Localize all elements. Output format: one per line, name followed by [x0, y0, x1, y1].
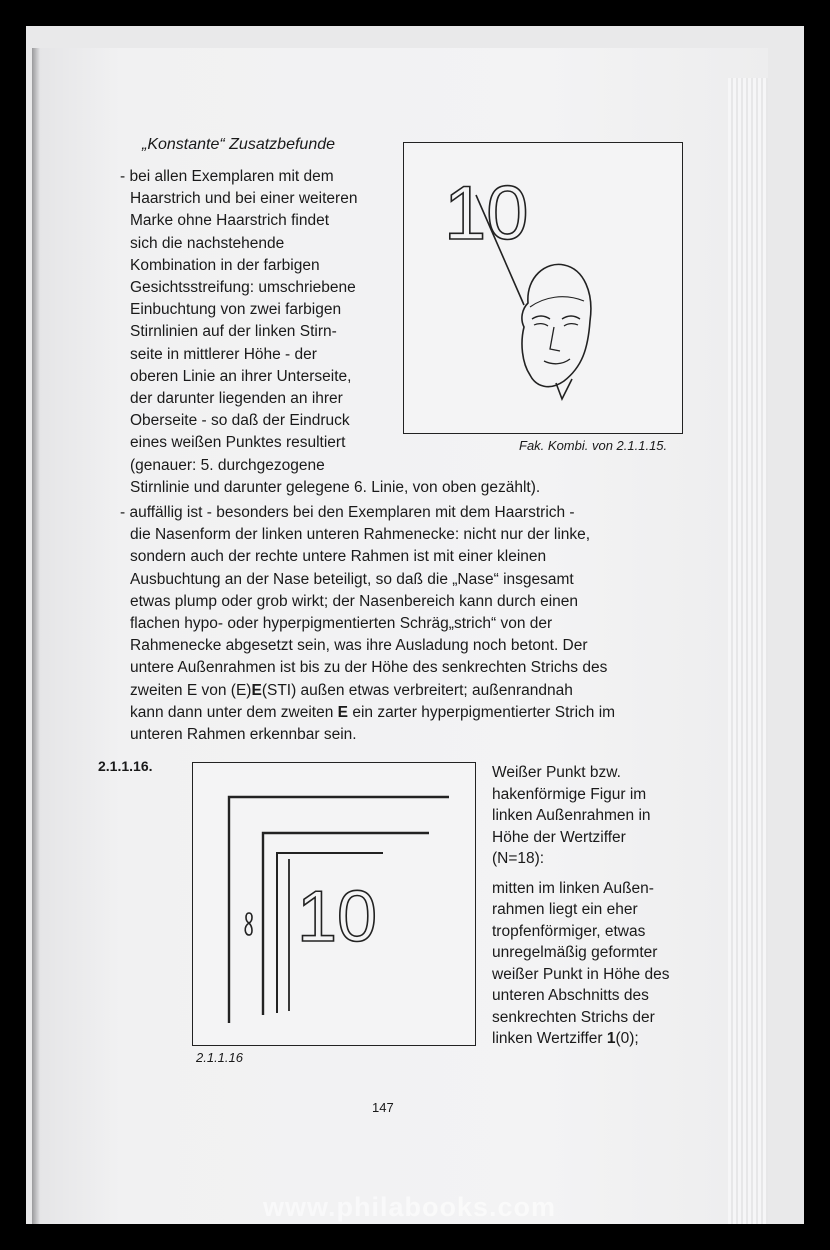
neck-line [556, 379, 572, 399]
figure-2-caption: 2.1.1.16 [196, 1050, 243, 1065]
figure-face-illustration [403, 142, 683, 434]
page-number: 147 [372, 1100, 394, 1115]
body-line: rahmen liegt ein eher [492, 901, 638, 918]
p1-line: Marke ohne Haarstrich findet [130, 212, 330, 230]
book-photo [26, 26, 804, 1224]
forehead-line [530, 297, 584, 307]
p2-line: sondern auch der rechte untere Rahmen ist mit einer kleinen [130, 548, 547, 566]
white-dot-figure [245, 913, 252, 935]
figure-frame-illustration [192, 762, 476, 1046]
p2-line: etwas plump oder grob wirkt; der Nasenbereich kann durch einen [130, 592, 579, 610]
p1-line: der darunter liegenden an ihrer [130, 390, 343, 408]
page-edges [728, 78, 768, 1224]
p2-bold-letter: E [251, 681, 262, 699]
p1-line: eines weißen Punktes resultiert [130, 434, 346, 452]
body-line: unteren Abschnitts des [492, 987, 649, 1004]
page-gutter-shadow [32, 48, 40, 1224]
mouth [544, 359, 570, 364]
p1-line: oberen Linie an ihrer Unterseite, [130, 367, 352, 385]
body-line: mitten im linken Außen- [492, 879, 654, 897]
p2-text: ein zarter hyperpigmentierter Strich im [348, 703, 616, 721]
p2-bold-letter: E [337, 703, 349, 721]
p2-text: kann dann unter dem zweiten [130, 703, 338, 721]
body-line: weißer Punkt in Höhe des [492, 965, 670, 983]
body-line: tropfenförmiger, etwas [492, 922, 646, 940]
body-text: linken Wertziffer [492, 1030, 607, 1047]
bullet-dash: - [120, 168, 126, 185]
value-numeral: 10 [444, 171, 529, 256]
section-heading: „Konstante“ Zusatzbefunde [142, 136, 336, 153]
body-bold-digit: 1 [606, 1030, 616, 1047]
title-line: Weißer Punkt bzw. [492, 764, 621, 781]
p2-line: untere Außenrahmen ist bis zu der Höhe des senkrechten Strichs des [130, 659, 608, 677]
section-description [492, 762, 688, 1050]
head-outline [522, 264, 591, 386]
body-line: senkrechten Strichs der [492, 1008, 655, 1026]
nose [550, 327, 560, 351]
watermark-text: www.philabooks.com [263, 1192, 557, 1222]
title-line: hakenförmige Figur im [492, 785, 647, 803]
frame-drawing [193, 763, 475, 1045]
value-numeral: 10 [297, 877, 378, 957]
p1-line: (genauer: 5. durchgezogene [130, 456, 325, 474]
bullet-dash: - [120, 504, 126, 521]
title-line: linken Außenrahmen in [492, 807, 651, 824]
eyelids [534, 324, 578, 326]
p1-line: Gesichtsstreifung: umschriebene [130, 279, 356, 297]
p2-line: Rahmenecke abgesetzt sein, was ihre Ausladung noch betont. Der [130, 637, 588, 655]
p2-line: Ausbuchtung an der Nase beteiligt, so daß die „Nase“ insgesamt [130, 570, 574, 588]
p1-line: Kombination in der farbigen [130, 256, 320, 274]
p1-line: Stirnlinie und darunter gelegene 6. Linie, von oben gezählt). [130, 478, 541, 496]
p2-text: (STI) außen etwas verbreitert; außenrandnah [261, 681, 573, 699]
paragraph-2 [120, 502, 700, 746]
p2-line: flachen hypo- oder hyperpigmentierten Schräg„strich“ von der [130, 615, 553, 633]
p2-line: auffällig ist - besonders bei den Exemplaren mit dem Haarstrich - [129, 504, 575, 521]
title-line: (N=18): [492, 850, 545, 867]
p1-line: Stirnlinien auf der linken Stirn- [130, 323, 337, 341]
p1-line: sich die nachstehende [130, 234, 285, 252]
p1-line: bei allen Exemplaren mit dem [129, 168, 334, 185]
body-line: unregelmäßig geformter [492, 944, 658, 961]
p2-text: zweiten E von (E) [130, 681, 252, 699]
body-line [492, 1028, 688, 1050]
p2-line [130, 680, 700, 702]
p1-line: Oberseite - so daß der Eindruck [130, 412, 350, 430]
eyes [532, 316, 580, 319]
p1-line: Haarstrich und bei einer weiteren [130, 190, 358, 208]
p1-line: Einbuchtung von zwei farbigen [130, 301, 342, 319]
p1-line: seite in mittlerer Höhe - der [130, 345, 317, 363]
section-number: 2.1.1.16. [98, 758, 153, 774]
p2-line: unteren Rahmen erkennbar sein. [130, 726, 357, 744]
face-drawing [404, 143, 682, 433]
figure-1-caption: Fak. Kombi. von 2.1.1.15. [519, 438, 668, 453]
title-line: Höhe der Wertziffer [492, 828, 626, 846]
body-text: (0); [615, 1030, 639, 1047]
p2-line [130, 702, 700, 724]
p2-line: die Nasenform der linken unteren Rahmenecke: nicht nur der linke, [130, 526, 591, 544]
